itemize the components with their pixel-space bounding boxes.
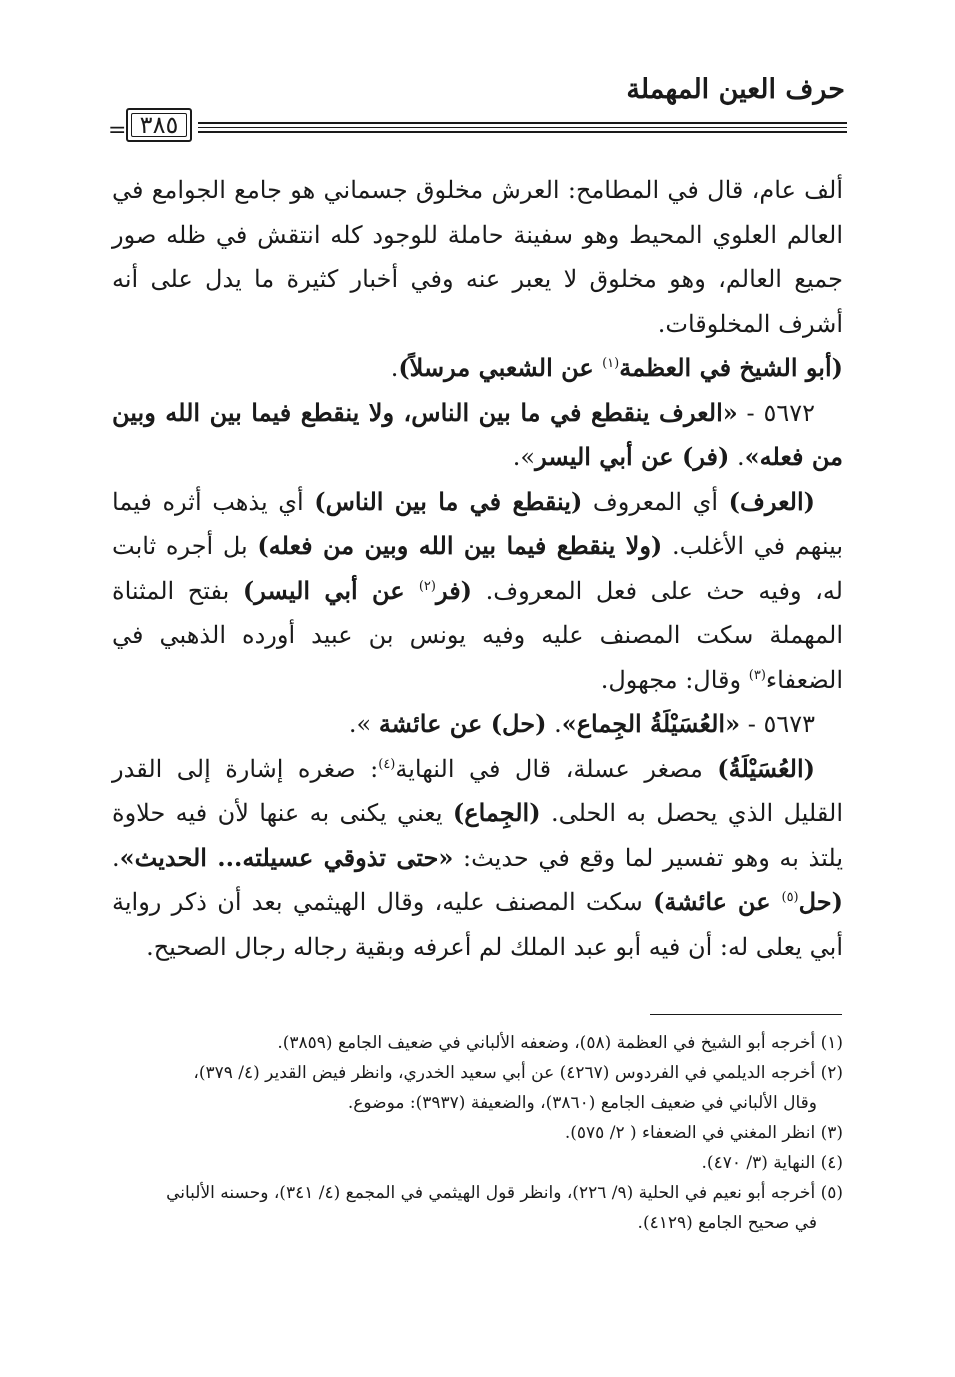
- citation-text: عن الشعبي مرسلاً): [398, 353, 603, 382]
- hadith-number: ٥٦٧٣: [763, 710, 815, 738]
- commentary-term: (ولا ينقطع فيما بين الله وبين من فعله): [257, 531, 663, 560]
- commentary-source: عن أبي اليسر): [242, 575, 419, 605]
- footnote-2-continuation: وقال الألباني في ضعيف الجامع (٣٨٦٠)، والضعيفة (٣٩٣٧): موضوع.: [347, 1093, 817, 1113]
- commentary-source: (فر: [435, 575, 473, 605]
- hadith-dash: -: [740, 710, 764, 738]
- hadith-separator: .: [546, 710, 562, 738]
- commentary-text: بل أجره ثابت له، وفيه حث على فعل المعروف.: [112, 532, 843, 605]
- footnote-3: (٣) انظر المغني في الضعفاء ( ٢/ ٥٧٥).: [564, 1123, 843, 1143]
- commentary-term: (العُسَيْلَةُ): [717, 753, 816, 783]
- commentary-text: مصغر عسلة، قال في النهاية: [395, 754, 718, 783]
- hadith-5673: [112, 702, 843, 747]
- footnote-ref-1: (١): [602, 356, 620, 371]
- hadith-separator: .: [729, 443, 745, 471]
- footnote-ref-4: (٤): [378, 756, 396, 772]
- commentary-text: أي يذهب أثره فيما بينهم في الأغلب.: [112, 487, 844, 560]
- footnotes: [112, 1028, 843, 1238]
- main-text: [112, 168, 843, 969]
- hadith-source: (حل) عن عائشة: [378, 709, 547, 738]
- rule-line-bottom: [198, 131, 847, 133]
- quoted-hadith: «حتى تذوقي عسيلته... الحديث»: [119, 842, 454, 872]
- footnote-1: (١) أخرجه أبو الشيخ في العظمة (٥٨)، وضعفه الألباني في ضعيف الجامع (٣٨٥٩).: [277, 1033, 843, 1053]
- commentary-term: (الجِماع): [452, 798, 541, 827]
- commentary-source: (حل: [798, 887, 843, 916]
- commentary-text: أي المعروف: [582, 487, 729, 516]
- paragraph-source-citation: [112, 346, 843, 391]
- footnote-ref-3: (٣): [748, 667, 766, 683]
- hadith-source: (فر) عن أبي اليسر: [535, 442, 730, 471]
- commentary-source: عن عائشة): [653, 887, 782, 916]
- footnote-2: (٢) أخرجه الديلمي في الفردوس (٤٢٦٧) عن أبي سعيد الخدري، وانظر فيض القدير (٤/ ٣٧٩)،: [193, 1063, 843, 1083]
- page-number: ٣٨٥: [139, 111, 179, 139]
- commentary-5672: [112, 480, 843, 703]
- footnote-4: (٤) النهاية (٣/ ٤٧٠).: [701, 1153, 843, 1173]
- commentary-text: سكت المصنف عليه، وقال الهيثمي بعد أن ذكر رواية أبي يعلى له: أن فيه أبو عبد الملك لم أعرفه وبقية رجاله رجال الصحيح.: [112, 888, 843, 961]
- hadith-text: «العرف ينقطع في ما بين الناس، ولا ينقطع فيما بين الله وبين من فعله»: [112, 397, 843, 471]
- commentary-term: (العرف): [728, 486, 815, 516]
- running-title: حرف العين المهملة: [626, 74, 845, 105]
- paragraph-continuation: ألف عام، قال في المطامح: العرش مخلوق جسماني هو جامع الجوامع في العالم العلوي المحيط وهو سفينة حاملة للوجود كله انتقش في ظله صور جميع العالم، وهو مخلوق لا يعبر عنه وفي أخبار كثيرة ما يدل على أنه أشرف المخلوقات.: [112, 176, 843, 338]
- commentary-5673: [112, 747, 843, 970]
- commentary-text: بفتح المثناة المهملة سكت المصنف عليه وفيه يونس بن عبيد أورده الذهبي في الضعفاء: [112, 576, 843, 694]
- rule-edge-mark: =: [108, 118, 127, 143]
- header-rule: [108, 106, 847, 146]
- citation-text: (أبو الشيخ في العظمة: [619, 353, 843, 382]
- hadith-5672: [112, 391, 843, 480]
- page-number-box: [126, 108, 192, 142]
- commentary-term: (ينقطع في ما بين الناس): [314, 486, 583, 516]
- footnote-5-continuation: في صحيح الجامع (٤١٢٩).: [637, 1213, 817, 1233]
- footnote-5: (٥) أخرجه أبو نعيم في الحلية (٩/ ٢٢٦)، وانظر قول الهيثمي في المجمع (٤/ ٣٤١)، وحسنه الألباني: [166, 1183, 843, 1203]
- citation-end: .: [390, 354, 399, 382]
- footnote-ref-2: (٢): [418, 578, 436, 594]
- hadith-end: ».: [512, 443, 536, 471]
- commentary-text: .: [112, 843, 120, 872]
- hadith-end: ».: [348, 710, 379, 738]
- hadith-text: «العُسَيْلَةُ الجِماع»: [561, 709, 741, 738]
- hadith-dash: -: [737, 398, 764, 427]
- footnote-separator: [650, 1014, 842, 1015]
- commentary-text: وقال: مجهول.: [600, 665, 749, 694]
- commentary-text: يعني يكنى به عنها لأن فيه حلاوة يلتذ به وهو تفسير لما وقع في حديث:: [112, 799, 844, 872]
- rule-line-middle: [198, 127, 847, 128]
- commentary-text: : صغره إشارة إلى القدر القليل الذي يحصل به الحلى.: [112, 754, 843, 827]
- hadith-number: ٥٦٧٢: [763, 398, 815, 427]
- footnote-ref-5: (٥): [781, 890, 799, 905]
- rule-line-top: [198, 122, 847, 124]
